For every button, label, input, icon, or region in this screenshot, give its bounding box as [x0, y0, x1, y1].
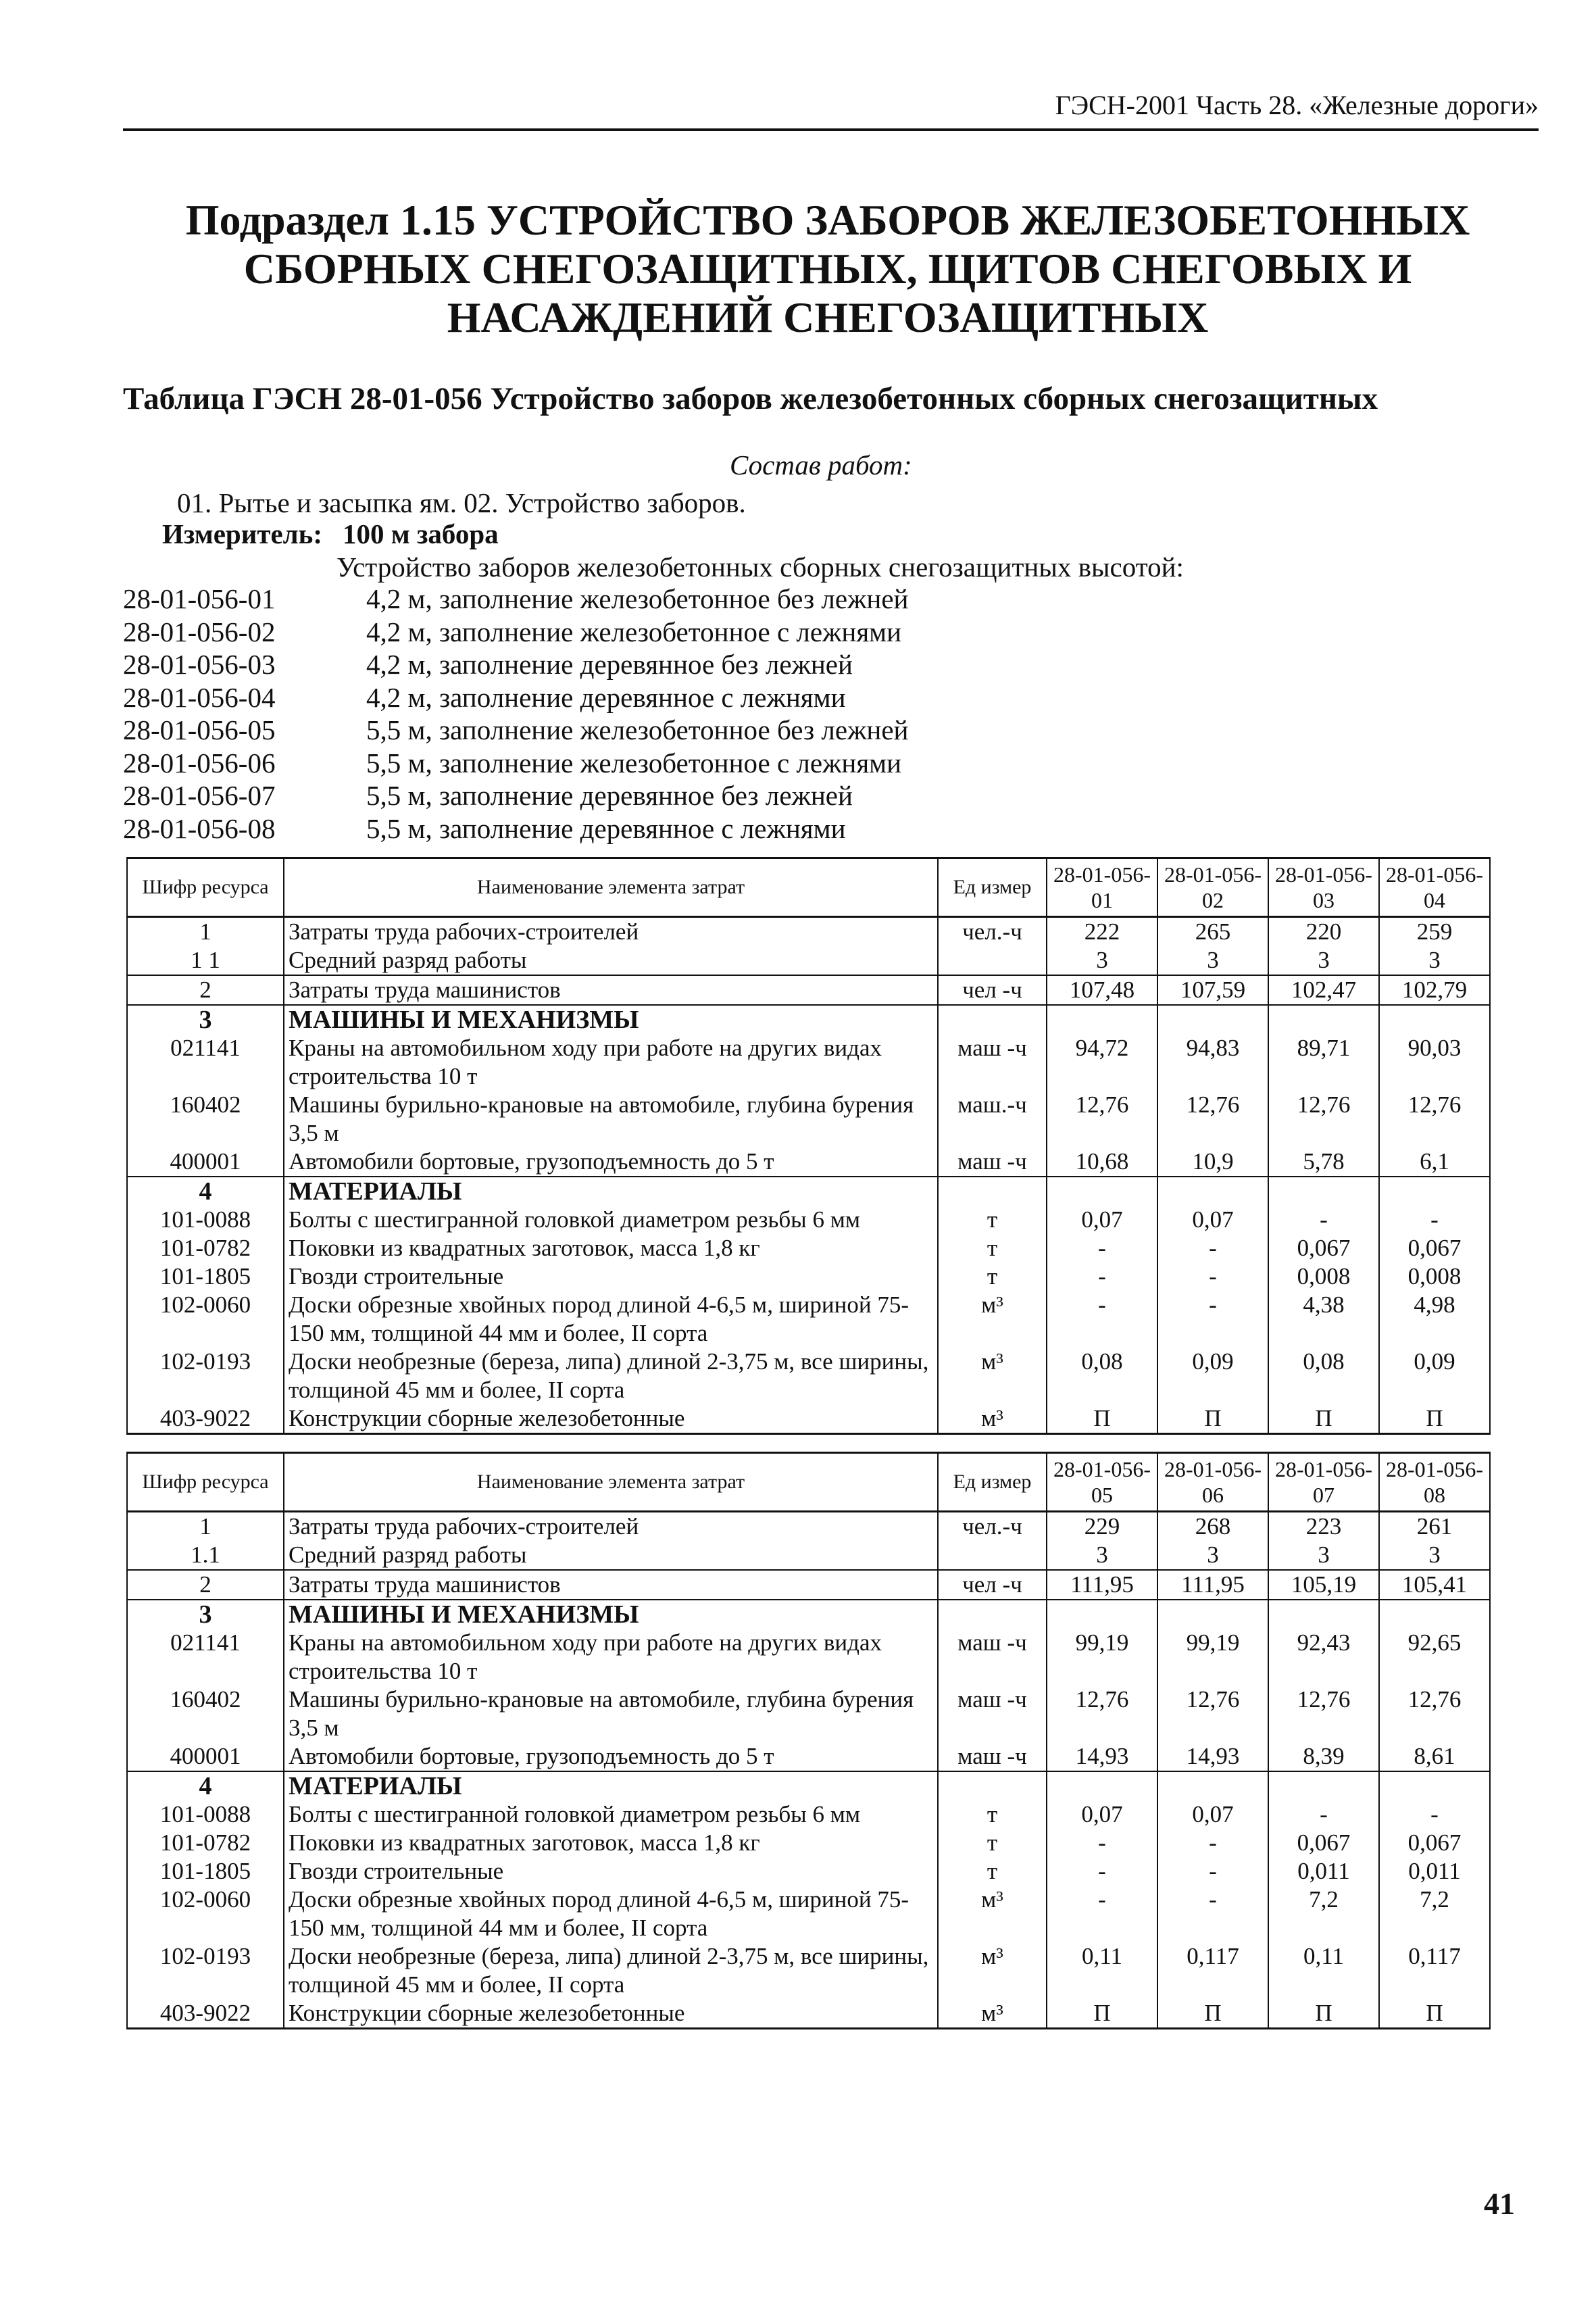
resource-value: 0,011 [1268, 1857, 1379, 1886]
table-row [127, 1742, 1490, 1771]
resource-name: Болты с шестигранной головкой диаметром резьбы 6 мм [284, 1206, 938, 1234]
resource-value: 0,067 [1268, 1234, 1379, 1262]
resource-value: 12,76 [1379, 1685, 1490, 1742]
resource-unit: м³ [938, 1886, 1047, 1942]
resource-code: 101-0782 [127, 1829, 284, 1857]
resource-name: Средний разряд работы [284, 1541, 938, 1570]
resource-value: 3 [1157, 1541, 1268, 1570]
resource-value [1047, 1771, 1157, 1800]
resource-value: - [1268, 1206, 1379, 1234]
header-unit: Ед измер [938, 1453, 1047, 1512]
table-row [127, 1685, 1490, 1742]
resource-value [1047, 1600, 1157, 1629]
resource-name: Гвозди строительные [284, 1857, 938, 1886]
resource-value: 0,07 [1157, 1800, 1268, 1829]
header-name: Наименование элемента затрат [284, 858, 938, 917]
header-norm-code: 28-01-056-07 [1268, 1453, 1379, 1512]
measure-value: 100 м забора [343, 518, 499, 549]
resource-value: 3 [1379, 946, 1490, 975]
resource-value: 102,79 [1379, 975, 1490, 1005]
resource-value: П [1379, 1404, 1490, 1434]
resource-value: - [1157, 1291, 1268, 1348]
resource-code: 101-0088 [127, 1206, 284, 1234]
resource-value: П [1379, 1999, 1490, 2029]
resource-value: П [1047, 1404, 1157, 1434]
header-unit: Ед измер [938, 858, 1047, 917]
table-row [127, 1206, 1490, 1234]
table-row [127, 1262, 1490, 1291]
resource-unit: т [938, 1800, 1047, 1829]
resource-value: 12,76 [1379, 1091, 1490, 1148]
resource-unit: т [938, 1857, 1047, 1886]
resource-value: - [1157, 1857, 1268, 1886]
code-list [123, 583, 908, 845]
resource-unit: маш -ч [938, 1034, 1047, 1091]
resource-code: 1.1 [127, 1541, 284, 1570]
resource-unit [938, 1771, 1047, 1800]
resource-code: 101-0782 [127, 1234, 284, 1262]
resource-value: 0,11 [1047, 1942, 1157, 1999]
code-description: 4,2 м, заполнение деревянное с лежнями [366, 681, 846, 713]
resource-unit: м³ [938, 1404, 1047, 1434]
resource-value: 12,76 [1157, 1091, 1268, 1148]
resource-code: 4 [127, 1771, 284, 1800]
table-row [127, 1886, 1490, 1942]
resource-value: - [1157, 1234, 1268, 1262]
table-row [127, 1800, 1490, 1829]
code-number: 28-01-056-07 [123, 780, 276, 811]
resource-value: 12,76 [1268, 1091, 1379, 1148]
resource-value: П [1047, 1999, 1157, 2029]
resource-value: - [1379, 1800, 1490, 1829]
resource-unit: т [938, 1206, 1047, 1234]
resource-code: 101-1805 [127, 1262, 284, 1291]
resource-name: Затраты труда машинистов [284, 975, 938, 1005]
resource-value [1268, 1005, 1379, 1034]
resource-value: П [1268, 1999, 1379, 2029]
resource-code: 102-0193 [127, 1348, 284, 1404]
resource-name: Болты с шестигранной головкой диаметром резьбы 6 мм [284, 1800, 938, 1829]
table-row [127, 1034, 1490, 1091]
resource-value: 12,76 [1157, 1685, 1268, 1742]
table-row [127, 1512, 1490, 1542]
table-row [127, 1629, 1490, 1685]
header-rule [123, 128, 1539, 131]
resource-value [1379, 1771, 1490, 1800]
header-code: Шифр ресурса [127, 858, 284, 917]
code-number: 28-01-056-01 [123, 583, 276, 614]
resource-unit: чел -ч [938, 1570, 1047, 1600]
resource-value: 12,76 [1268, 1685, 1379, 1742]
code-item [123, 747, 908, 780]
resource-value: П [1157, 1999, 1268, 2029]
resource-unit: маш -ч [938, 1629, 1047, 1685]
resource-value: - [1047, 1886, 1157, 1942]
resource-unit: м³ [938, 1348, 1047, 1404]
resource-value: 107,59 [1157, 975, 1268, 1005]
resource-value: - [1047, 1234, 1157, 1262]
code-item [123, 779, 908, 812]
header-code: Шифр ресурса [127, 1453, 284, 1512]
resource-code: 160402 [127, 1091, 284, 1148]
resource-unit: чел.-ч [938, 917, 1047, 947]
resource-unit [938, 946, 1047, 975]
page-number: 41 [1484, 2186, 1515, 2221]
resource-value: 265 [1157, 917, 1268, 947]
resource-name: Средний разряд работы [284, 946, 938, 975]
code-item [123, 714, 908, 747]
resource-name: МАТЕРИАЛЫ [284, 1177, 938, 1206]
resource-value: 4,38 [1268, 1291, 1379, 1348]
resource-value: 223 [1268, 1512, 1379, 1542]
resource-code: 102-0060 [127, 1291, 284, 1348]
resource-unit [938, 1600, 1047, 1629]
table-header-row [127, 858, 1490, 917]
resource-code: 3 [127, 1005, 284, 1034]
table-row [127, 1829, 1490, 1857]
resource-name: Автомобили бортовые, грузоподъемность до 5 т [284, 1148, 938, 1177]
resource-value [1157, 1177, 1268, 1206]
code-number: 28-01-056-05 [123, 714, 276, 745]
resource-value: 10,9 [1157, 1148, 1268, 1177]
resource-name: Поковки из квадратных заготовок, масса 1,8 кг [284, 1234, 938, 1262]
section-title: Подраздел 1.15 УСТРОЙСТВО ЗАБОРОВ ЖЕЛЕЗОБЕТОННЫХ СБОРНЫХ СНЕГОЗАЩИТНЫХ, ЩИТОВ СНЕГОВЫХ И НАСАЖДЕНИЙ СНЕГОЗАЩИТНЫХ [185, 196, 1470, 341]
resource-name: Доски необрезные (береза, липа) длиной 2-3,75 м, все ширины, толщиной 45 мм и более, II сорта [284, 1348, 938, 1404]
resource-name: Поковки из квадратных заготовок, масса 1,8 кг [284, 1829, 938, 1857]
resource-value: 220 [1268, 917, 1379, 947]
codes-header: Устройство заборов железобетонных сборных снегозащитных высотой: [336, 551, 1184, 583]
resource-unit: маш -ч [938, 1148, 1047, 1177]
resource-code: 101-0088 [127, 1800, 284, 1829]
resource-unit: т [938, 1829, 1047, 1857]
resource-value: 10,68 [1047, 1148, 1157, 1177]
resource-table-1 [126, 857, 1491, 1435]
resource-value: 92,43 [1268, 1629, 1379, 1685]
resource-value: 0,117 [1379, 1942, 1490, 1999]
table-row [127, 1600, 1490, 1629]
resource-code: 1 [127, 1512, 284, 1542]
resource-name: Машины бурильно-крановые на автомобиле, глубина бурения 3,5 м [284, 1091, 938, 1148]
resource-value: 3 [1268, 946, 1379, 975]
resource-value: 111,95 [1047, 1570, 1157, 1600]
resource-value [1268, 1600, 1379, 1629]
table-title: Таблица ГЭСН 28-01-056 Устройство заборов железобетонных сборных снегозащитных [123, 381, 1378, 416]
resource-value: 7,2 [1379, 1886, 1490, 1942]
resource-code: 2 [127, 975, 284, 1005]
resource-unit: м³ [938, 1291, 1047, 1348]
resource-value: 14,93 [1047, 1742, 1157, 1771]
resource-name: Конструкции сборные железобетонные [284, 1999, 938, 2029]
resource-value: - [1157, 1262, 1268, 1291]
header-norm-code: 28-01-056-06 [1157, 1453, 1268, 1512]
resource-value: 3 [1047, 1541, 1157, 1570]
resource-value: - [1379, 1206, 1490, 1234]
resource-value: 0,008 [1268, 1262, 1379, 1291]
resource-value: 0,008 [1379, 1262, 1490, 1291]
resource-unit: т [938, 1262, 1047, 1291]
resource-value: 99,19 [1047, 1629, 1157, 1685]
resource-value: - [1268, 1800, 1379, 1829]
table-row [127, 1348, 1490, 1404]
resource-unit [938, 1541, 1047, 1570]
table-row [127, 1291, 1490, 1348]
table-row [127, 1234, 1490, 1262]
resource-value: - [1157, 1886, 1268, 1942]
code-description: 4,2 м, заполнение деревянное без лежней [366, 649, 853, 680]
resource-value: 8,39 [1268, 1742, 1379, 1771]
resource-value: 0,117 [1157, 1942, 1268, 1999]
resource-code: 021141 [127, 1629, 284, 1685]
resource-value: - [1157, 1829, 1268, 1857]
resource-value: П [1268, 1404, 1379, 1434]
resource-value: 14,93 [1157, 1742, 1268, 1771]
resource-value: 102,47 [1268, 975, 1379, 1005]
code-number: 28-01-056-03 [123, 649, 276, 680]
resource-value [1047, 1005, 1157, 1034]
resource-code: 102-0193 [127, 1942, 284, 1999]
resource-unit: чел -ч [938, 975, 1047, 1005]
resource-value: 0,067 [1379, 1234, 1490, 1262]
resource-code: 3 [127, 1600, 284, 1629]
resource-value [1157, 1600, 1268, 1629]
table-row [127, 1942, 1490, 1999]
code-item [123, 616, 908, 649]
resource-value: 12,76 [1047, 1091, 1157, 1148]
resource-value: 94,72 [1047, 1034, 1157, 1091]
resource-code: 400001 [127, 1148, 284, 1177]
header-norm-code: 28-01-056-05 [1047, 1453, 1157, 1512]
resource-value: 99,19 [1157, 1629, 1268, 1685]
resource-value: - [1047, 1857, 1157, 1886]
resource-name: Краны на автомобильном ходу при работе на других видах строительства 10 т [284, 1629, 938, 1685]
resource-value: - [1047, 1829, 1157, 1857]
resource-code: 101-1805 [127, 1857, 284, 1886]
resource-code: 400001 [127, 1742, 284, 1771]
resource-value: 12,76 [1047, 1685, 1157, 1742]
resource-code: 403-9022 [127, 1999, 284, 2029]
code-description: 5,5 м, заполнение деревянное с лежнями [366, 812, 846, 844]
resource-value: 5,78 [1268, 1148, 1379, 1177]
resource-name: Гвозди строительные [284, 1262, 938, 1291]
header-norm-code: 28-01-056-02 [1157, 858, 1268, 917]
table-row [127, 1999, 1490, 2029]
resource-code: 160402 [127, 1685, 284, 1742]
table-row [127, 1177, 1490, 1206]
resource-unit: чел.-ч [938, 1512, 1047, 1542]
resource-code: 102-0060 [127, 1886, 284, 1942]
composition-text: 01. Рытье и засыпка ям. 02. Устройство заборов. [177, 487, 746, 518]
resource-name: Машины бурильно-крановые на автомобиле, глубина бурения 3,5 м [284, 1685, 938, 1742]
resource-value [1379, 1005, 1490, 1034]
resource-name: Автомобили бортовые, грузоподъемность до 5 т [284, 1742, 938, 1771]
code-item [123, 812, 908, 845]
resource-value [1379, 1600, 1490, 1629]
resource-value: 7,2 [1268, 1886, 1379, 1942]
resource-value [1157, 1771, 1268, 1800]
resource-value: 111,95 [1157, 1570, 1268, 1600]
resource-name: Затраты труда рабочих-строителей [284, 1512, 938, 1542]
resource-name: МАШИНЫ И МЕХАНИЗМЫ [284, 1005, 938, 1034]
code-description: 5,5 м, заполнение деревянное без лежней [366, 780, 853, 811]
resource-unit: маш.-ч [938, 1091, 1047, 1148]
resource-name: Конструкции сборные железобетонные [284, 1404, 938, 1434]
resource-value: 90,03 [1379, 1034, 1490, 1091]
resource-value: 0,09 [1157, 1348, 1268, 1404]
resource-value: 3 [1379, 1541, 1490, 1570]
resource-value: 268 [1157, 1512, 1268, 1542]
resource-code: 2 [127, 1570, 284, 1600]
resource-unit: т [938, 1234, 1047, 1262]
resource-unit: м³ [938, 1999, 1047, 2029]
table-row [127, 1148, 1490, 1177]
header-norm-code: 28-01-056-01 [1047, 858, 1157, 917]
resource-code: 1 [127, 917, 284, 947]
resource-value: 0,09 [1379, 1348, 1490, 1404]
resource-value: 0,07 [1157, 1206, 1268, 1234]
code-number: 28-01-056-08 [123, 812, 276, 844]
table-row [127, 1005, 1490, 1034]
resource-value: 4,98 [1379, 1291, 1490, 1348]
resource-value: 0,08 [1047, 1348, 1157, 1404]
resource-value: 261 [1379, 1512, 1490, 1542]
resource-value: 0,07 [1047, 1206, 1157, 1234]
table-row [127, 946, 1490, 975]
resource-code: 1 1 [127, 946, 284, 975]
resource-value: П [1157, 1404, 1268, 1434]
header-norm-code: 28-01-056-08 [1379, 1453, 1490, 1512]
resource-unit: м³ [938, 1942, 1047, 1999]
resource-code: 4 [127, 1177, 284, 1206]
code-number: 28-01-056-06 [123, 747, 276, 779]
table-row [127, 1570, 1490, 1600]
measure-label: Измеритель: [162, 518, 323, 549]
resource-value: 259 [1379, 917, 1490, 947]
resource-value: 0,067 [1379, 1829, 1490, 1857]
resource-value: 0,07 [1047, 1800, 1157, 1829]
resource-value: 107,48 [1047, 975, 1157, 1005]
resource-name: Краны на автомобильном ходу при работе на других видах строительства 10 т [284, 1034, 938, 1091]
resource-table-2 [126, 1452, 1491, 2029]
resource-unit [938, 1005, 1047, 1034]
code-item [123, 648, 908, 681]
resource-value [1268, 1177, 1379, 1206]
resource-name: Доски обрезные хвойных пород длиной 4-6,5 м, шириной 75-150 мм, толщиной 44 мм и более, II сорта [284, 1291, 938, 1348]
resource-value: 229 [1047, 1512, 1157, 1542]
table-row [127, 975, 1490, 1005]
table-row [127, 1404, 1490, 1434]
resource-name: Затраты труда рабочих-строителей [284, 917, 938, 947]
table-row [127, 1857, 1490, 1886]
table-header-row [127, 1453, 1490, 1512]
resource-value: - [1047, 1262, 1157, 1291]
resource-value: 0,011 [1379, 1857, 1490, 1886]
code-description: 4,2 м, заполнение железобетонное без лежней [366, 583, 909, 614]
running-header: ГЭСН-2001 Часть 28. «Железные дороги» [1055, 90, 1539, 120]
table-row [127, 1091, 1490, 1148]
resource-value: 3 [1157, 946, 1268, 975]
table-row [127, 917, 1490, 947]
resource-value: 92,65 [1379, 1629, 1490, 1685]
table-row [127, 1771, 1490, 1800]
resource-value: 8,61 [1379, 1742, 1490, 1771]
resource-value: 0,08 [1268, 1348, 1379, 1404]
resource-name: Доски обрезные хвойных пород длиной 4-6,5 м, шириной 75-150 мм, толщиной 44 мм и более, II сорта [284, 1886, 938, 1942]
code-number: 28-01-056-02 [123, 616, 276, 647]
resource-value: 0,11 [1268, 1942, 1379, 1999]
code-item [123, 681, 908, 714]
resource-unit: маш -ч [938, 1742, 1047, 1771]
resource-value: 0,067 [1268, 1829, 1379, 1857]
resource-value: 3 [1268, 1541, 1379, 1570]
resource-value [1047, 1177, 1157, 1206]
header-norm-code: 28-01-056-03 [1268, 858, 1379, 917]
measure-line [162, 516, 499, 551]
resource-name: Доски необрезные (береза, липа) длиной 2-3,75 м, все ширины, толщиной 45 мм и более, II сорта [284, 1942, 938, 1999]
resource-value: - [1047, 1291, 1157, 1348]
code-item [123, 583, 908, 616]
resource-value: 94,83 [1157, 1034, 1268, 1091]
resource-value: 105,19 [1268, 1570, 1379, 1600]
resource-value: 6,1 [1379, 1148, 1490, 1177]
table-row [127, 1541, 1490, 1570]
header-name: Наименование элемента затрат [284, 1453, 938, 1512]
header-norm-code: 28-01-056-04 [1379, 858, 1490, 917]
resource-value [1157, 1005, 1268, 1034]
resource-unit [938, 1177, 1047, 1206]
resource-code: 021141 [127, 1034, 284, 1091]
resource-value: 222 [1047, 917, 1157, 947]
resource-value [1268, 1771, 1379, 1800]
resource-value: 3 [1047, 946, 1157, 975]
code-description: 5,5 м, заполнение железобетонное с лежнями [366, 747, 902, 779]
resource-name: МАШИНЫ И МЕХАНИЗМЫ [284, 1600, 938, 1629]
resource-value: 105,41 [1379, 1570, 1490, 1600]
composition-label: Состав работ: [730, 449, 912, 481]
code-description: 4,2 м, заполнение железобетонное с лежнями [366, 616, 902, 647]
resource-name: Затраты труда машинистов [284, 1570, 938, 1600]
resource-unit: маш -ч [938, 1685, 1047, 1742]
resource-code: 403-9022 [127, 1404, 284, 1434]
resource-name: МАТЕРИАЛЫ [284, 1771, 938, 1800]
code-number: 28-01-056-04 [123, 681, 276, 713]
resource-value [1379, 1177, 1490, 1206]
code-description: 5,5 м, заполнение железобетонное без лежней [366, 714, 909, 745]
resource-value: 89,71 [1268, 1034, 1379, 1091]
